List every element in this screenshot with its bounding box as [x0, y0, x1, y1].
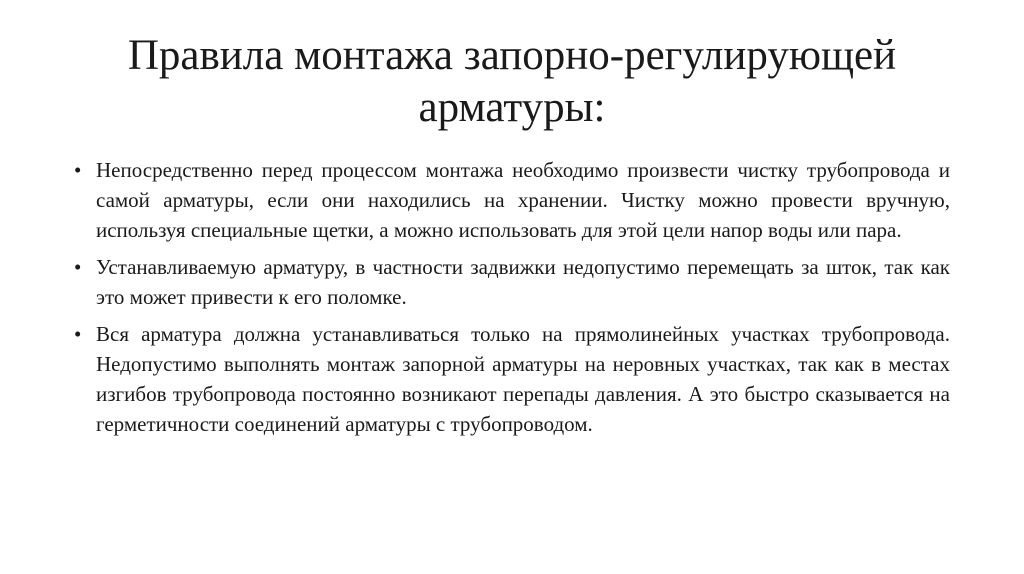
bullet-text: Устанавливаемую арматуру, в частности задвижки недопустимо перемещать за шток, так как это может привести к его поломке. — [96, 255, 950, 309]
bullet-item-cleaning — [74, 155, 950, 245]
bullet-marker-icon: • — [74, 322, 82, 346]
bullet-list — [74, 155, 950, 446]
bullet-text: Непосредственно перед процессом монтажа необходимо произвести чистку трубопровода и самой арматуры, если они находились на хранении. Чистку можно провести вручную, используя специальные щетки, а можно использовать для этой цели напор воды или пара. — [96, 158, 950, 242]
bullet-marker-icon: • — [74, 158, 82, 182]
bullet-item-handling — [74, 252, 950, 312]
slide-title-line-1: Правила монтажа запорно-регулирующей — [127, 32, 897, 79]
slide-title — [60, 30, 964, 134]
slide-title-line-2: арматуры: — [418, 84, 606, 131]
bullet-item-straight-sections — [74, 319, 950, 439]
bullet-marker-icon: • — [74, 255, 82, 279]
bullet-text: Вся арматура должна устанавливаться только на прямолинейных участках трубопровода. Недопустимо выполнять монтаж запорной арматуры на неровных участках, так как в местах изгибов трубопровода постоянно возникают перепады давления. А это быстро сказывается на герметичности соединений арматуры с трубопроводом. — [96, 322, 950, 436]
